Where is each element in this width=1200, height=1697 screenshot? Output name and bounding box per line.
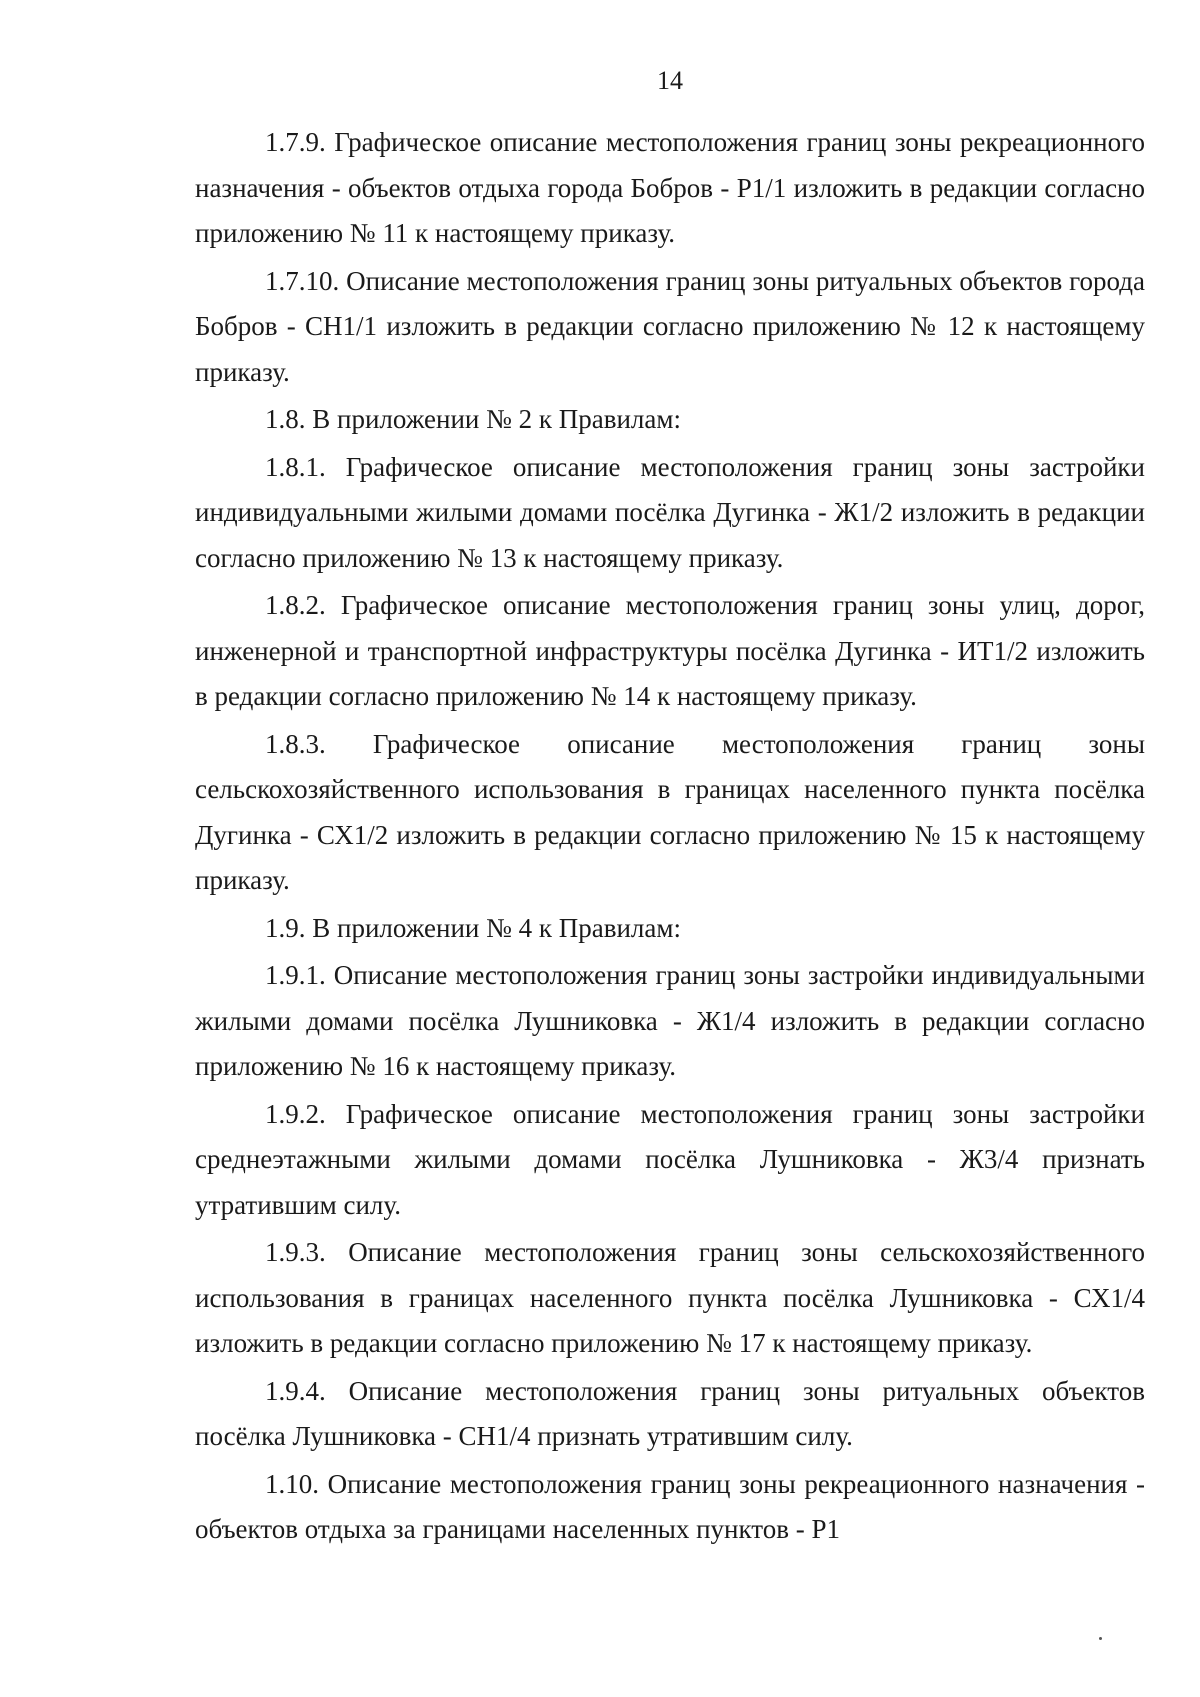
paragraph-1-9-4: 1.9.4. Описание местоположения границ зоны ритуальных объектов посёлка Лушниковка - СН1/4 признать утратившим силу.: [195, 1375, 1145, 1451]
paragraph-1-10: 1.10. Описание местоположения границ зоны рекреационного назначения - объектов отдыха за границами населенных пунктов - Р1: [195, 1468, 1145, 1544]
scan-artifact-dot: [1099, 1637, 1102, 1640]
page-number: 14: [657, 66, 683, 95]
paragraph-1-9-2: 1.9.2. Графическое описание местоположения границ зоны застройки среднеэтажными жилыми домами посёлка Лушниковка - Ж3/4 признать утратившим силу.: [195, 1098, 1145, 1220]
paragraph-1-8-1: 1.8.1. Графическое описание местоположения границ зоны застройки индивидуальными жилыми домами посёлка Дугинка - Ж1/2 изложить в редакции согласно приложению № 13 к настоящему приказу.: [195, 451, 1145, 573]
paragraph-1-8-3: 1.8.3. Графическое описание местоположения границ зоны сельскохозяйственного использования в границах населенного пункта посёлка Дугинка - СХ1/2 изложить в редакции согласно приложению № 15 к настоящему приказу.: [195, 728, 1145, 895]
paragraph-1-7-10: 1.7.10. Описание местоположения границ зоны ритуальных объектов города Бобров - СН1/1 изложить в редакции согласно приложению № 12 к настоящему приказу.: [195, 265, 1145, 387]
paragraph-1-9: 1.9. В приложении № 4 к Правилам:: [265, 912, 681, 943]
paragraph-1-9-1: 1.9.1. Описание местоположения границ зоны застройки индивидуальными жилыми домами посёлка Лушниковка - Ж1/4 изложить в редакции согласно приложению № 16 к настоящему приказу.: [195, 960, 1145, 1081]
paragraph-1-9-3: 1.9.3. Описание местоположения границ зоны сельскохозяйственного использования в границах населенного пункта посёлка Лушниковка - СХ1/4 изложить в редакции согласно приложению № 17 к настоящему приказу.: [195, 1237, 1145, 1358]
paragraph-1-7-9: 1.7.9. Графическое описание местоположения границ зоны рекреационного назначения - объектов отдыха города Бобров - Р1/1 изложить в редакции согласно приложению № 11 к настоящему приказу.: [195, 127, 1145, 248]
paragraph-1-8: 1.8. В приложении № 2 к Правилам:: [265, 404, 681, 434]
document-body: [195, 120, 1145, 1553]
paragraph-1-8-2: 1.8.2. Графическое описание местоположения границ зоны улиц, дорог, инженерной и транспортной инфраструктуры посёлка Дугинка - ИТ1/2 изложить в редакции согласно приложению № 14 к настоящему приказу.: [195, 590, 1145, 711]
